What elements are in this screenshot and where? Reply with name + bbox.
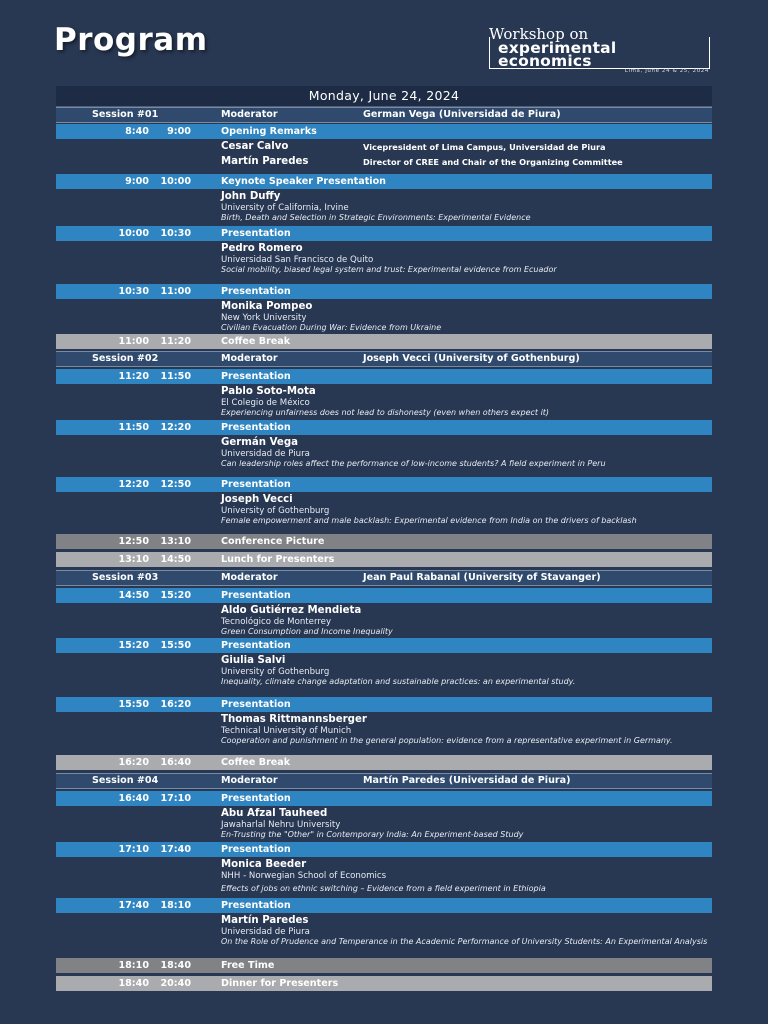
speaker-name: Monica Beeder [221,859,307,870]
break-bar [56,552,712,567]
slot-label: Presentation [221,699,291,710]
slot-label: Conference Picture [221,536,325,547]
paper-title: Social mobility, biased legal system and trust: Experimental evidence from Ecuador [221,265,557,274]
speaker-institution: University of Gothenburg [221,667,330,677]
slot-label: Presentation [221,371,291,382]
speaker-institution: Universidad de Piura [221,449,310,459]
talk-entry [221,493,711,525]
slot-start: 13:10 [118,554,149,565]
slot-start: 16:40 [118,793,149,804]
picture-bar [56,534,712,549]
break-bar [56,755,712,770]
talk-entry [221,190,711,222]
slot-end: 16:40 [160,757,191,768]
slot-label: Presentation [221,793,291,804]
slot-label: Presentation [221,479,291,490]
slot-end: 11:50 [160,371,191,382]
speaker-institution: Technical University of Munich [221,726,352,736]
logo-line-3: economics [498,52,592,70]
speaker-name: Aldo Gutiérrez Mendieta [221,605,362,616]
speaker-institution: New York University [221,313,307,323]
talk-entry [221,713,711,745]
slot-end: 12:50 [160,479,191,490]
slot-end: 10:30 [160,228,191,239]
slot-label: Presentation [221,286,291,297]
speaker-institution: Jawaharlal Nehru University [221,820,341,830]
slot-label: Presentation [221,900,291,911]
slot-end: 11:20 [160,336,191,347]
talk-entry [221,654,711,686]
paper-title: Can leadership roles affect the performance of low-income students? A field experiment in Peru [221,459,606,468]
slot-start: 15:50 [118,699,149,710]
slot-bar [56,791,712,806]
session-title: Session #04 [92,775,159,786]
speaker-name: Martín Paredes [221,915,309,926]
slot-bar [56,174,712,189]
session-title: Session #03 [92,572,159,583]
slot-end: 13:10 [160,536,191,547]
session-title: Session #02 [92,353,159,364]
talk-entry [221,858,711,893]
slot-label: Lunch for Presenters [221,554,335,565]
speaker-institution: Universidad de Piura [221,927,310,937]
slot-label: Presentation [221,422,291,433]
speaker-institution: University of California, Irvine [221,203,349,213]
paper-title: Civilian Evacuation During War: Evidence from Ukraine [221,323,442,332]
speaker-name: Pedro Romero [221,243,303,254]
slot-start: 10:30 [118,286,149,297]
logo-line-1: Workshop on [489,25,589,43]
slot-bar [56,477,712,492]
speaker-name: Germán Vega [221,437,298,448]
slot-end: 9:00 [167,126,191,137]
slot-end: 17:10 [160,793,191,804]
slot-end: 18:40 [160,960,191,971]
free-time-bar [56,958,712,973]
speaker-institution: NHH - Norwegian School of Economics [221,871,387,881]
slot-end: 12:20 [160,422,191,433]
slot-bar [56,588,712,603]
slot-start: 10:00 [118,228,149,239]
slot-start: 11:20 [118,371,149,382]
slot-bar [56,124,712,139]
paper-title: Experiencing unfairness does not lead to dishonesty (even when others expect it) [221,408,550,417]
slot-end: 16:20 [160,699,191,710]
day-header: Monday, June 24, 2024 [56,86,712,107]
talk-entry [221,300,711,332]
paper-title: Green Consumption and Income Inequality [221,627,393,636]
speaker-name: Cesar Calvo [221,141,289,152]
logo-line-2: experimental [498,39,617,57]
talk-entry [221,604,711,636]
talk-entry [221,436,711,468]
slot-end: 20:40 [160,978,191,989]
talk-entry [221,807,711,839]
slot-bar [56,697,712,712]
slot-bar [56,898,712,913]
slot-bar [56,638,712,653]
speaker-institution: Universidad San Francisco de Quito [221,255,374,265]
session-bar [56,107,712,123]
moderator-name: Martín Paredes (Universidad de Piura) [363,775,571,786]
slot-start: 18:40 [118,978,149,989]
speaker-institution: University of Gothenburg [221,506,330,516]
slot-end: 15:50 [160,640,191,651]
slot-label: Free Time [221,960,275,971]
slot-start: 14:50 [118,590,149,601]
slot-end: 10:00 [160,176,191,187]
workshop-logo [489,26,713,76]
session-bar [56,773,712,789]
session-bar [56,351,712,367]
schedule [56,86,712,996]
slot-start: 17:40 [118,900,149,911]
moderator-label: Moderator [221,775,278,786]
slot-label: Presentation [221,844,291,855]
speaker-name: Thomas Rittmannsberger [221,714,367,725]
slot-end: 14:50 [160,554,191,565]
slot-end: 18:10 [160,900,191,911]
paper-title: Birth, Death and Selection in Strategic Environments: Experimental Evidence [221,213,531,222]
slot-end: 17:40 [160,844,191,855]
speaker-institution: El Colegio de México [221,398,310,408]
moderator-name: Jean Paul Rabanal (University of Stavanger) [363,572,601,583]
slot-start: 8:40 [125,126,149,137]
speaker-name: Pablo Soto-Mota [221,386,316,397]
speaker-name: Monika Pompeo [221,301,313,312]
slot-start: 11:00 [118,336,149,347]
slot-bar [56,369,712,384]
slot-label: Presentation [221,640,291,651]
paper-title: Inequality, climate change adaptation and sustainable practices: an experimental study. [221,677,576,686]
paper-title: On the Role of Prudence and Temperance in the Academic Performance of University Students: An Experimental Analysis [221,937,708,946]
slot-start: 11:50 [118,422,149,433]
logo-subline: Lima, June 24 & 25, 2024 [624,68,709,74]
speaker-role: Director of CREE and Chair of the Organizing Committee [363,157,623,167]
session-bar [56,570,712,586]
paper-title: En-Trusting the "Other" in Contemporary India: An Experiment-based Study [221,830,524,839]
slot-bar [56,842,712,857]
slot-start: 12:50 [118,536,149,547]
paper-title: Effects of jobs on ethnic switching – Evidence from a field experiment in Ethiopia [221,884,546,893]
dinner-bar [56,976,712,991]
slot-start: 17:10 [118,844,149,855]
slot-start: 18:10 [118,960,149,971]
speaker-institution: Tecnológico de Monterrey [221,617,332,627]
slot-label: Presentation [221,590,291,601]
talk-entry [221,914,711,946]
slot-label: Opening Remarks [221,126,317,137]
slot-start: 12:20 [118,479,149,490]
speaker-name: Abu Afzal Tauheed [221,808,328,819]
slot-bar [56,284,712,299]
moderator-label: Moderator [221,353,278,364]
slot-start: 9:00 [125,176,149,187]
moderator-name: German Vega (Universidad de Piura) [363,109,561,120]
break-bar [56,334,712,349]
talk-entry [221,385,711,417]
slot-end: 11:00 [160,286,191,297]
moderator-name: Joseph Vecci (University of Gothenburg) [363,353,580,364]
slot-label: Keynote Speaker Presentation [221,176,387,187]
paper-title: Female empowerment and male backlash: Experimental evidence from India on the drivers of backlash [221,516,637,525]
slot-bar [56,420,712,435]
speaker-role: Vicepresident of Lima Campus, Universidad de Piura [363,142,606,152]
slot-bar [56,226,712,241]
slot-label: Coffee Break [221,757,291,768]
speaker-name: Giulia Salvi [221,655,286,666]
slot-label: Coffee Break [221,336,291,347]
speaker-name: Martín Paredes [221,156,309,167]
moderator-label: Moderator [221,109,278,120]
slot-start: 15:20 [118,640,149,651]
talk-entry [221,242,711,274]
paper-title: Cooperation and punishment in the general population: evidence from a representative experiment in Germany. [221,736,673,745]
speaker-name: Joseph Vecci [221,494,293,505]
speaker-name: John Duffy [221,191,281,202]
slot-end: 15:20 [160,590,191,601]
session-title: Session #01 [92,109,159,120]
slot-label: Presentation [221,228,291,239]
page-title: Program [54,22,208,58]
moderator-label: Moderator [221,572,278,583]
slot-label: Dinner for Presenters [221,978,339,989]
slot-start: 16:20 [118,757,149,768]
